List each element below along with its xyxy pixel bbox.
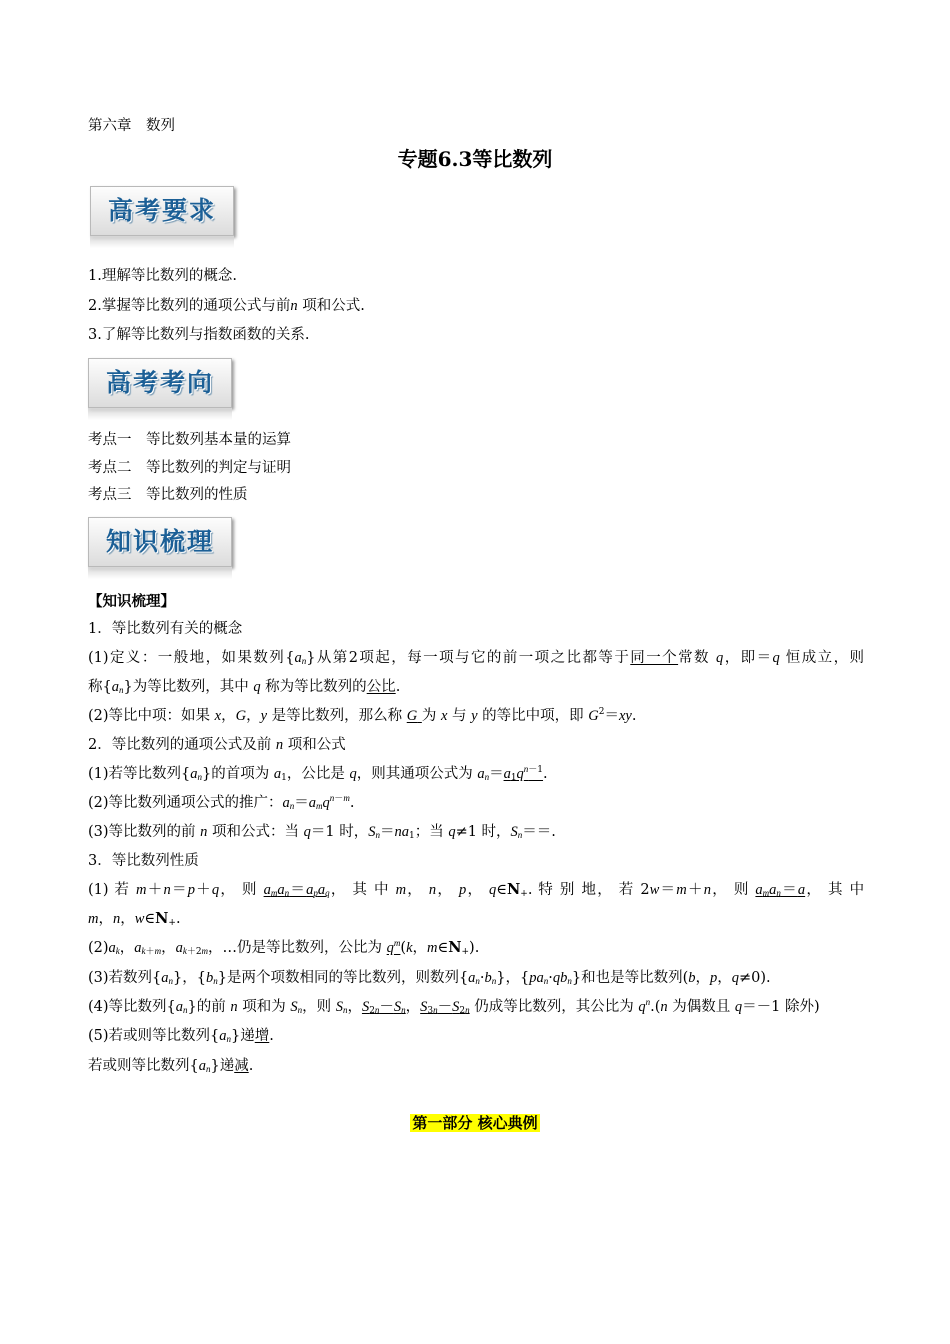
page-title: 专题6.3等比数列 [397,147,553,171]
knowledge-banner [88,517,234,579]
definition-line-1: (1)定义：一般地，如果数列$\{a_n\}$从第2项起，每一项与它的前一项之比都等于同一个常数 q，即＝q 恒成立，则 [88,650,865,666]
definition-line-2: 称$\{a_n\}$为等比数列，其中 q 称为等比数列的公比. [88,679,401,695]
section-banner [0,1113,950,1133]
exam-point-2: 考点二 等比数列的判定与证明 [88,460,291,476]
directions-banner-label: 高考考向 [105,368,214,397]
geometric-mean-line: (2)等比中项：如果 x，G，y 是等比数列，那么称 G 为 x 与 y 的等比中项，即 $G^2=xy$. [88,707,637,724]
property-4-line: (4)等比数列$\{a_n\}$的前 n 项和为 $S_n$，则 $S_n$，$S_{2n}-S_n$，$S_{3n}-S_{2n}$ 仍成等比数列，其公比为 $q^n.(n$ 为偶数且 q＝－1 除外) [88,997,820,1016]
exam-point-3: 考点三 等比数列的性质 [88,487,248,503]
chapter-label: 第六章 数列 [88,118,175,134]
requirement-item-3: 3.了解等比数列与指数函数的关系. [88,327,310,343]
knowledge-heading: 【知识梳理】 [88,593,175,610]
section-2-title: 2．等比数列的通项公式及前 n 项和公式 [88,737,346,753]
property-1-line-2: m，n，$w\in N_+$. [88,910,181,928]
directions-banner [88,358,234,420]
requirements-banner [90,186,236,248]
requirement-item-1: 1.理解等比数列的概念. [88,268,237,284]
exam-point-1: 考点一 等比数列基本量的运算 [88,432,291,448]
property-1-line-1: (1) 若 m＋n＝p＋q， 则 $a_ma_n=a_pa_q$， 其 中 m， n， p， $q\in N_+$. 特 别 地， 若 2w＝m＋n， 则 $a_ma_n=a$， 其 中 [88,881,865,899]
general-term-extension-line: (2)等比数列通项公式的推广：$a_n=a_mq^{n-m}$. [88,793,355,811]
requirements-banner-label: 高考要求 [107,196,216,225]
property-5-line-1: (5)若或则等比数列$\{a_n\}$递增. [88,1028,274,1044]
knowledge-banner-label: 知识梳理 [105,527,214,556]
general-term-line: (1)若等比数列$\{a_n\}$的首项为 $a_1$，公比是 q，则其通项公式为 $a_n=a_1q^{n-1}$. [88,764,548,783]
requirement-item-2: 2.掌握等比数列的通项公式与前n 项和公式. [88,298,365,314]
section-1-title: 1．等比数列有关的概念 [88,621,243,637]
property-2-line: $(2)a_k$，$a_{k+m}$，$a_{k+2m}$，…仍是等比数列，公比为 $q^m(k$，$m\in N_+$). [88,938,480,957]
property-3-line: (3)若数列$\{a_n\}$，$\{b_n\}$是两个项数相同的等比数列，则数列$\{a_n\cdot b_n\}$，$\{pa_n\cdot qb_n\}$和也是等比数列(b，p，q≠0). [88,970,771,986]
section-banner-label: 第一部分 核心典例 [412,1114,538,1132]
section-3-title: 3．等比数列性质 [88,853,199,869]
sum-formula-line: (3)等比数列的前 n 项和公式：当 q＝1 时，$S_n=na_1$；当 q≠1 时，$S_n==$. [88,824,556,841]
property-5-line-2: 若或则等比数列$\{a_n\}$递减. [88,1058,254,1074]
